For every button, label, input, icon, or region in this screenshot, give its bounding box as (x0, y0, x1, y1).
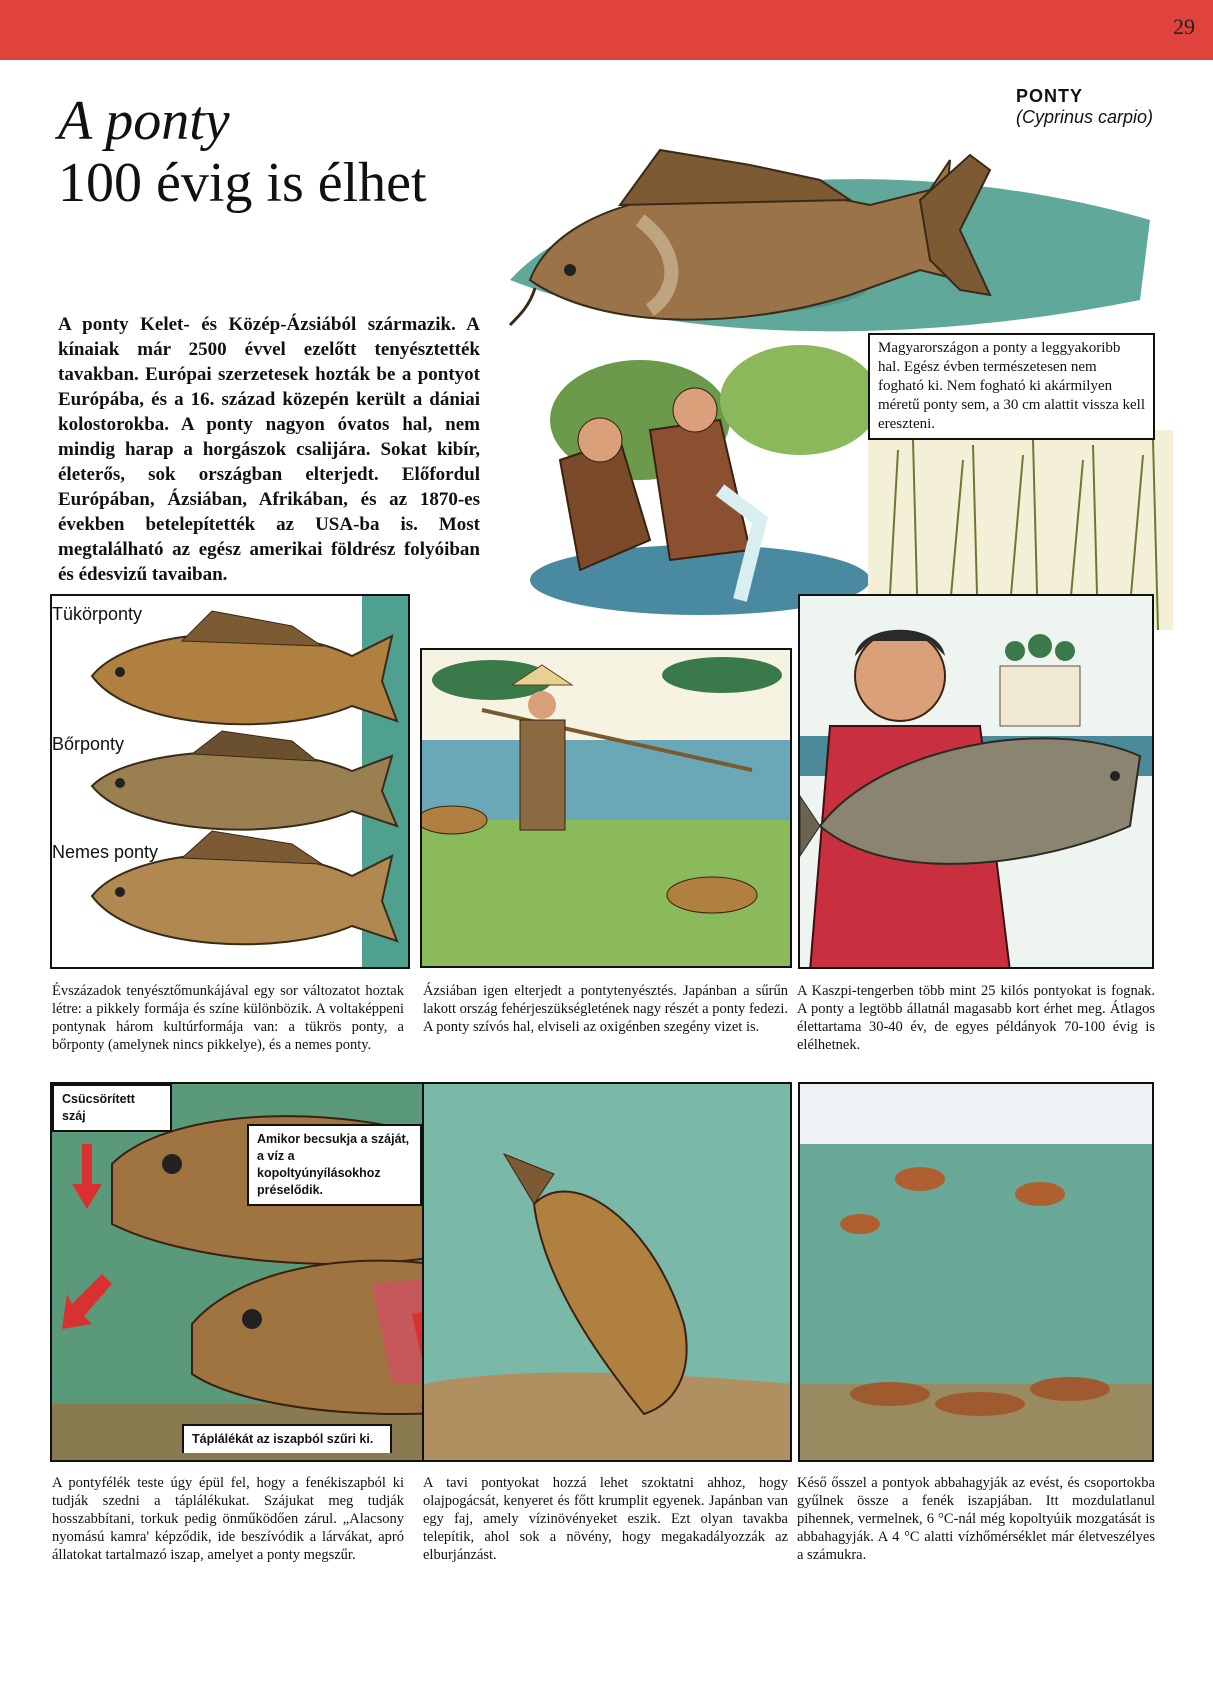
page-number: 29 (1173, 14, 1195, 39)
swimming-carp-2 (1015, 1182, 1065, 1206)
callout-gills: Amikor becsukja a száját, a víz a kopoltyúnyílásokhoz préselődik. (247, 1124, 422, 1206)
hero-carp-illustration (490, 110, 1170, 350)
variety-label-common: Nemes ponty (52, 842, 159, 862)
resting-carp-1 (850, 1382, 930, 1406)
caption-asia: Ázsiában igen elterjedt a pontytenyésztés. Japánban a sűrűn lakott ország fehérjeszükségletének nagy részét a ponty fedezi. A ponty szívós hal, elviseli az oxigénben szegény vizet is. (423, 983, 788, 1035)
leather-carp-drawing (92, 731, 397, 830)
mirror-carp-drawing (92, 611, 397, 724)
callout-food: Táplálékát az iszapból szűri ki. (182, 1424, 392, 1453)
resting-carp-2 (935, 1392, 1025, 1416)
asian-fisherman-panel (420, 648, 792, 968)
monks-illustration (500, 340, 870, 630)
species-name: PONTY (1015, 86, 1083, 106)
swimming-carp-3 (840, 1214, 880, 1234)
varieties-panel (50, 594, 410, 969)
top-color-bar (0, 0, 1213, 60)
title-line-2: 100 évig is élhet (58, 152, 427, 214)
callout-mouth: Csücsörített száj (52, 1084, 172, 1132)
swimming-carp-1 (895, 1167, 945, 1191)
variety-label-mirror: Tükörponty (52, 604, 143, 624)
bottom-feeding-panel (422, 1082, 792, 1462)
church-drawing (1000, 634, 1080, 726)
caption-varieties: Évszázadok tenyésztőmunkájával egy sor változatot hoztak létre: a pikkely formája és színe különbözik. A voltaképpeni pontynak három kultúrformája van: a tükrös ponty, a bőrponty (amelynek nincs pikkelye), és a nemes ponty. (52, 983, 404, 1053)
species-latin-name: (Cyprinus carpio) (1015, 107, 1153, 127)
intro-paragraph: A ponty Kelet- és Közép-Ázsiából származik. A kínaiak már 2500 évvel ezelőtt tenyésztették tavakban. Európai szerzetesek hozták be a pontyot Európába, és a 16. század közepén került a dániai kolostorokba. A ponty nagyon óvatos hal, nem mindig harap a horgászok csalijára. Sokat kibír, életerős, sok országban elterjedt. Előfordul Európában, Ázsiában, Afrikában, és az 1870-es években betelepítették az USA-ba is. Most megtalálható az egész amerikai földrész folyóiban és édesvizű tavaiban. (58, 314, 480, 585)
caption-pond-feeding: A tavi pontyokat hozzá lehet szoktatni ahhoz, hogy olajpogácsát, kenyeret és főtt krumplit egyenek. Japánban van egy faj, amely vízinövényeket eszik. Ezt olyan tavakba telepítik, ahol sok a növény, hogy megakadályozzák az elburjánzást. (423, 1475, 788, 1563)
caption-caspian: A Kaszpi-tengerben több mint 25 kilós pontyokat is fognak. A ponty a legtöbb állatnál magasabb kort érhet meg. Átlagos élettartama 30-40 év, de egyes példányok 70-100 évig is elélhetnek. (797, 983, 1155, 1053)
caption-winter: Késő ősszel a pontyok abbahagyják az evést, és csoportokba gyűlnek össze a fenék iszapjában. Itt mozdulatlanul pihennek, vermelnek, 6 °C-nál még kopoltyúik mozgatását is abbahagyják. A 4 °C alatti vízhőmérséklet már életveszélyes a számukra. (797, 1475, 1155, 1563)
caption-feeding: A pontyfélék teste úgy épül fel, hogy a fenékiszapból ki tudják szedni a táplálékukat. Szájukat meg tudják hosszabbítani, torkuk pedig önműködően zárul. „Alacsony nyomású kamra' képződik, ide beszívódik a lárvákat, apró állatokat tartalmazó iszap, amelyet a ponty megszűr. (52, 1475, 404, 1563)
note-box: Magyarországon a ponty a leggyakoribb hal. Egész évben természetesen nem fogható ki. Nem fogható ki akármilyen méretű ponty sem, a 30 cm alattit vissza kell ereszteni. (868, 333, 1155, 440)
variety-label-leather: Bőrponty (52, 734, 125, 754)
title-line-1: A ponty (58, 90, 230, 152)
winter-panel (798, 1082, 1154, 1462)
man-with-fish-panel (798, 594, 1154, 969)
page-title (58, 90, 427, 214)
resting-carp-3 (1030, 1377, 1110, 1401)
